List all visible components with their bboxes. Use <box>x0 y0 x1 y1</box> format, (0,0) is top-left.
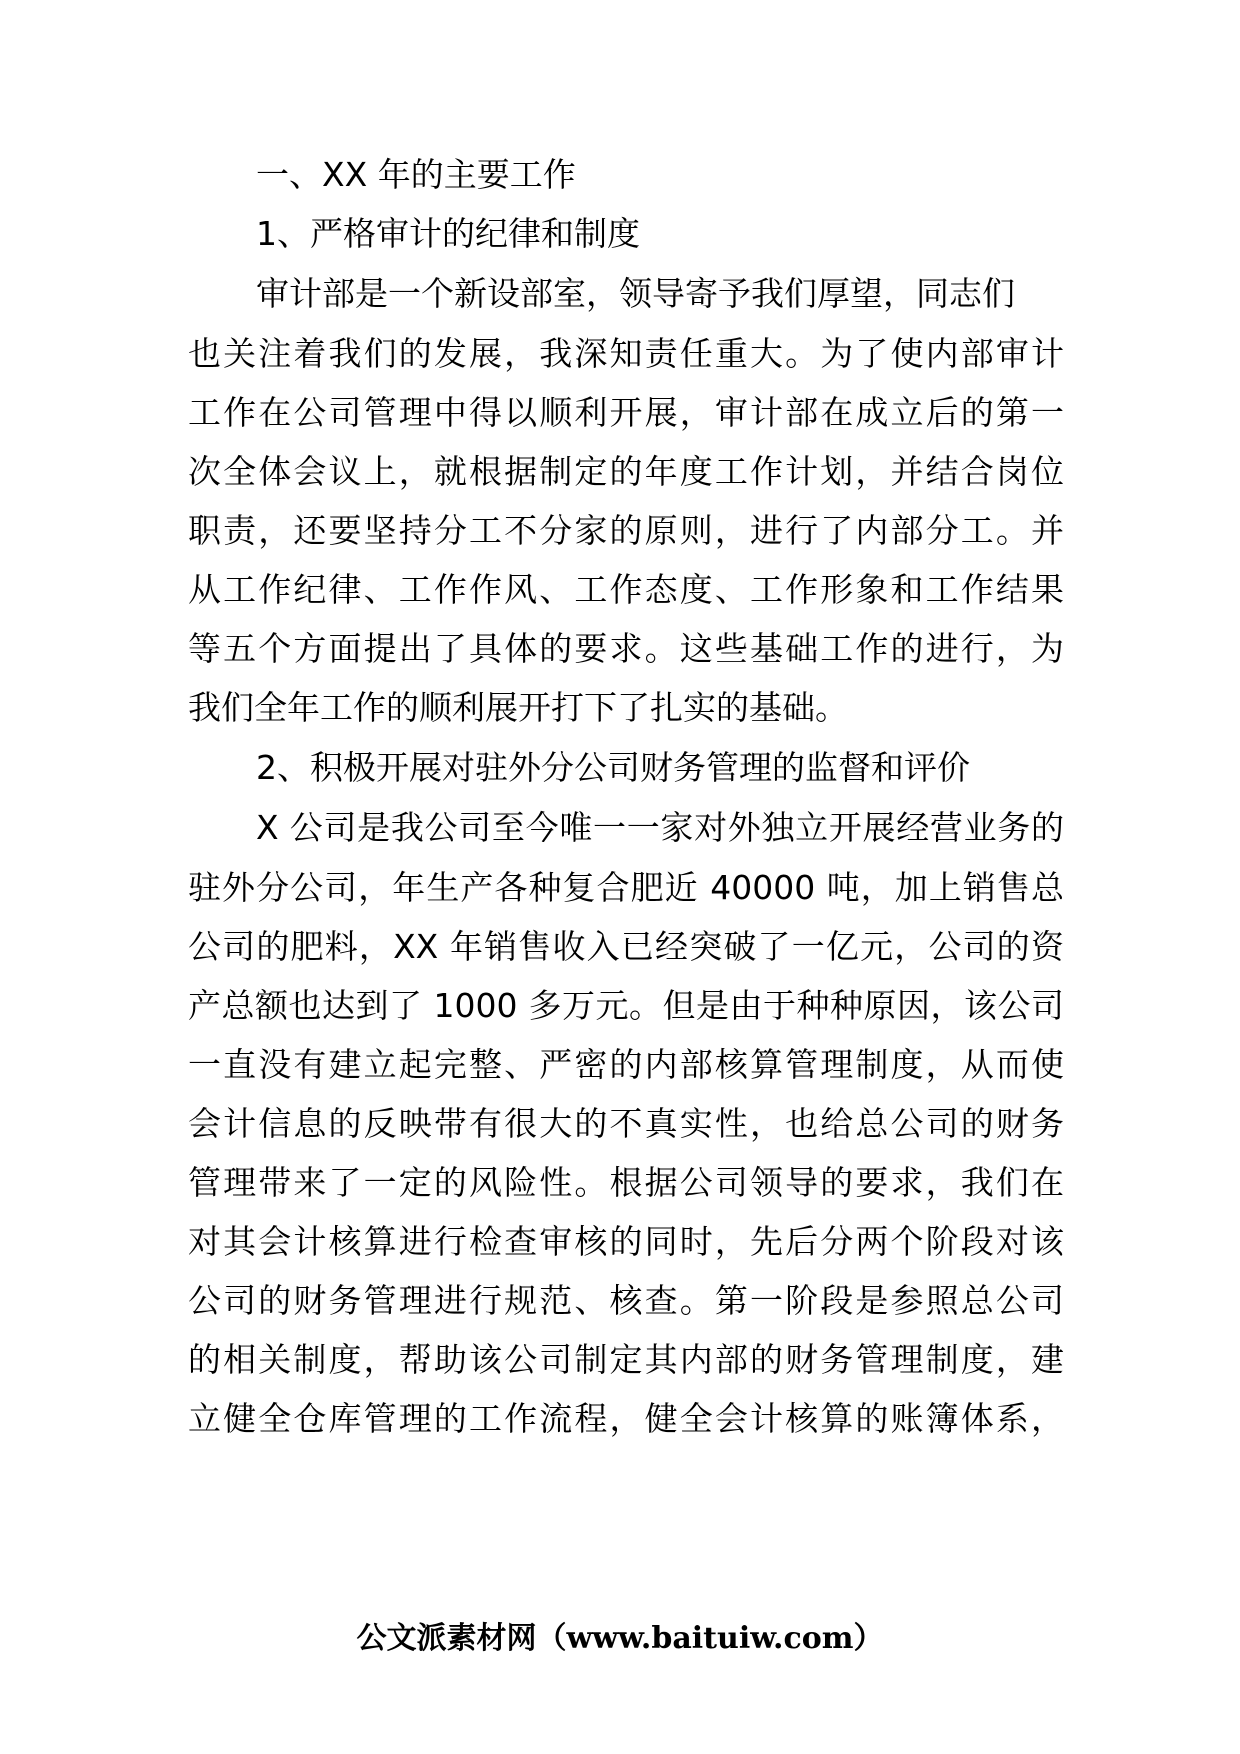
paragraph-1-line: 我们全年工作的顺利展开打下了扎实的基础。 <box>188 688 848 727</box>
paragraph-1-line: 工作在公司管理中得以顺利开展，审计部在成立后的第一 <box>188 393 1064 432</box>
paragraph-2-line: 一直没有建立起完整、严密的内部核算管理制度，从而使 <box>188 1045 1064 1084</box>
paragraph-1-line: 审计部是一个新设部室，领导寄予我们厚望，同志们 <box>256 274 1015 313</box>
paragraph-1-line: 从工作纪律、工作作风、工作态度、工作形象和工作结果 <box>188 570 1064 609</box>
paragraph-2-line: X 公司是我公司至今唯一一家对外独立开展经营业务的 <box>256 808 1064 847</box>
paragraph-2-line: 驻外分公司，年生产各种复合肥近 40000 吨，加上销售总 <box>188 868 1064 907</box>
paragraph-2-line: 公司的财务管理进行规范、核查。第一阶段是参照总公司 <box>188 1281 1064 1320</box>
paragraph-2-line: 对其会计核算进行检查审核的同时，先后分两个阶段对该 <box>188 1222 1064 1261</box>
paragraph-2-line: 产总额也达到了 1000 多万元。但是由于种种原因，该公司 <box>188 986 1064 1025</box>
paragraph-1-line: 次全体会议上，就根据制定的年度工作计划，并结合岗位 <box>188 452 1064 491</box>
section-heading: 一、XX 年的主要工作 <box>256 155 576 194</box>
paragraph-1-line: 职责，还要坚持分工不分家的原则，进行了内部分工。并 <box>188 511 1064 550</box>
paragraph-2-line: 管理带来了一定的风险性。根据公司领导的要求，我们在 <box>188 1163 1064 1202</box>
paragraph-1-line: 也关注着我们的发展，我深知责任重大。为了使内部审计 <box>188 334 1064 373</box>
subheading-2: 2、积极开展对驻外分公司财务管理的监督和评价 <box>256 748 970 787</box>
paragraph-2-line: 会计信息的反映带有很大的不真实性，也给总公司的财务 <box>188 1104 1064 1143</box>
subheading-1: 1、严格审计的纪律和制度 <box>256 214 640 253</box>
paragraph-2-line: 立健全仓库管理的工作流程，健全会计核算的账簿体系， <box>188 1399 1064 1438</box>
paragraph-2-line: 的相关制度，帮助该公司制定其内部的财务管理制度，建 <box>188 1340 1064 1379</box>
paragraph-2-line: 公司的肥料，XX 年销售收入已经突破了一亿元，公司的资 <box>188 927 1064 966</box>
paragraph-1-line: 等五个方面提出了具体的要求。这些基础工作的进行，为 <box>188 629 1064 668</box>
footer-watermark: 公文派素材网（www.baituiw.com） <box>356 1621 884 1656</box>
